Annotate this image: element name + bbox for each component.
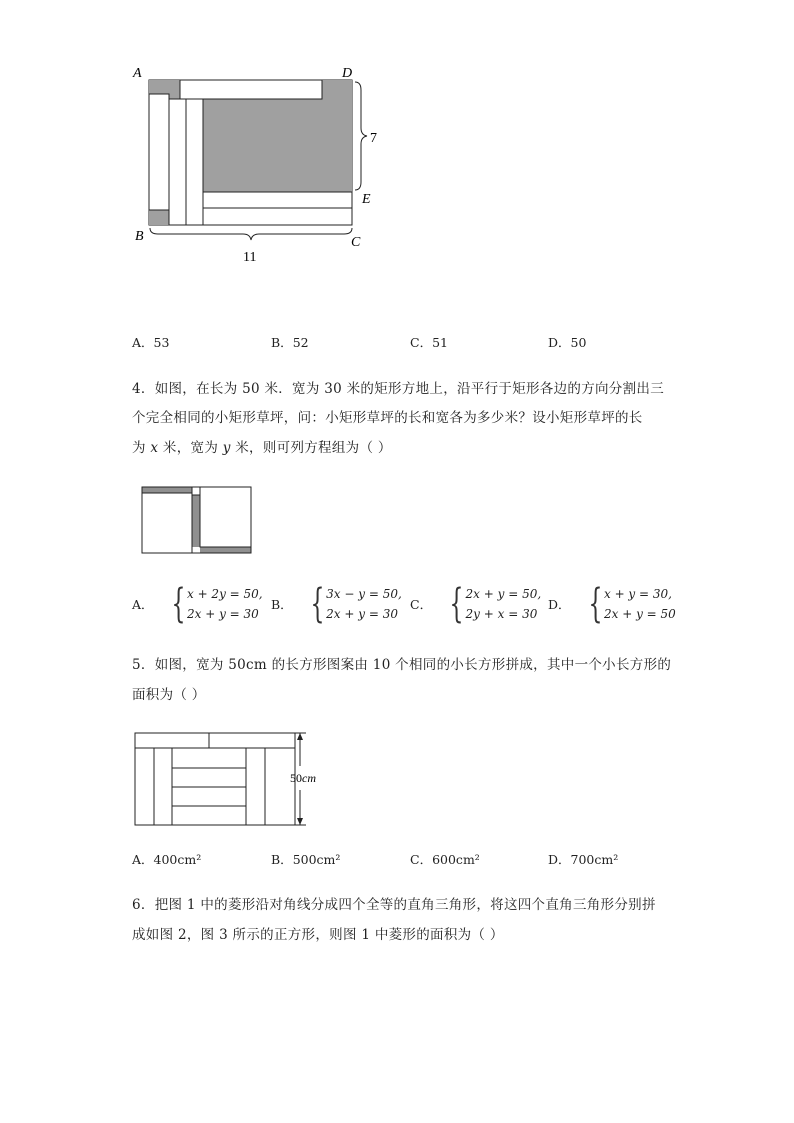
brace-icon: { [310,581,325,627]
dim-50-number: 50cm [290,771,316,785]
q5-line-2: 面积为（ ） [132,687,206,703]
rectangle-figure-q3 [125,60,395,270]
q3-option-c[interactable]: C．51 [410,335,448,350]
dim-7: 7 [370,131,377,146]
q5-option-a[interactable]: A．400cm² [132,852,202,867]
brace-icon: { [170,581,185,627]
dim-11: 11 [243,250,257,265]
label-d: D [342,66,353,81]
brace-icon: { [587,581,602,627]
q6-line-1: 6．把图 1 中的菱形沿对角线分成四个全等的直角三角形，将这四个直角三角形分别拼 [132,897,656,913]
tile-figure-q5 [130,728,340,828]
q5-option-d[interactable]: D．700cm² [548,852,619,867]
q6-line-2: 成如图 2，图 3 所示的正方形，则图 1 中菱形的面积为（ ） [132,927,504,943]
q5-line-1: 5．如图，宽为 50cm 的长方形图案由 10 个相同的小长方形拼成，其中一个小长方形的 [132,657,672,673]
q4-option-b[interactable]: B． { 3x − y = 50, 2x + y = 30 [271,581,402,627]
q4-line-2: 个完全相同的小矩形草坪，问：小矩形草坪的长和宽各为多少米？设小矩形草坪的长 [132,410,643,426]
label-a: A [133,66,142,81]
q4-option-c[interactable]: C． { 2x + y = 50, 2y + x = 30 [410,581,542,627]
label-c: C [351,235,361,250]
q3-option-a[interactable]: A．53 [132,335,170,350]
label-e: E [362,192,371,207]
q4-option-d[interactable]: D． { x + y = 30, 2x + y = 50 [548,581,676,627]
q5-option-c[interactable]: C．600cm² [410,852,480,867]
q3-option-b[interactable]: B．52 [271,335,309,350]
label-b: B [135,229,144,244]
q4-line-1: 4．如图，在长为 50 米．宽为 30 米的矩形方地上，沿平行于矩形各边的方向分割出三 [132,381,665,397]
q5-option-b[interactable]: B．500cm² [271,852,341,867]
q4-line-3: 为 x 米，宽为 y 米，则可列方程组为（ ） [132,440,392,456]
q3-option-d[interactable]: D．50 [548,335,587,350]
lawn-figure-q4 [140,485,255,557]
brace-icon: { [449,581,464,627]
q4-option-a[interactable]: A． { x + 2y = 50, 2x + y = 30 [132,581,263,627]
